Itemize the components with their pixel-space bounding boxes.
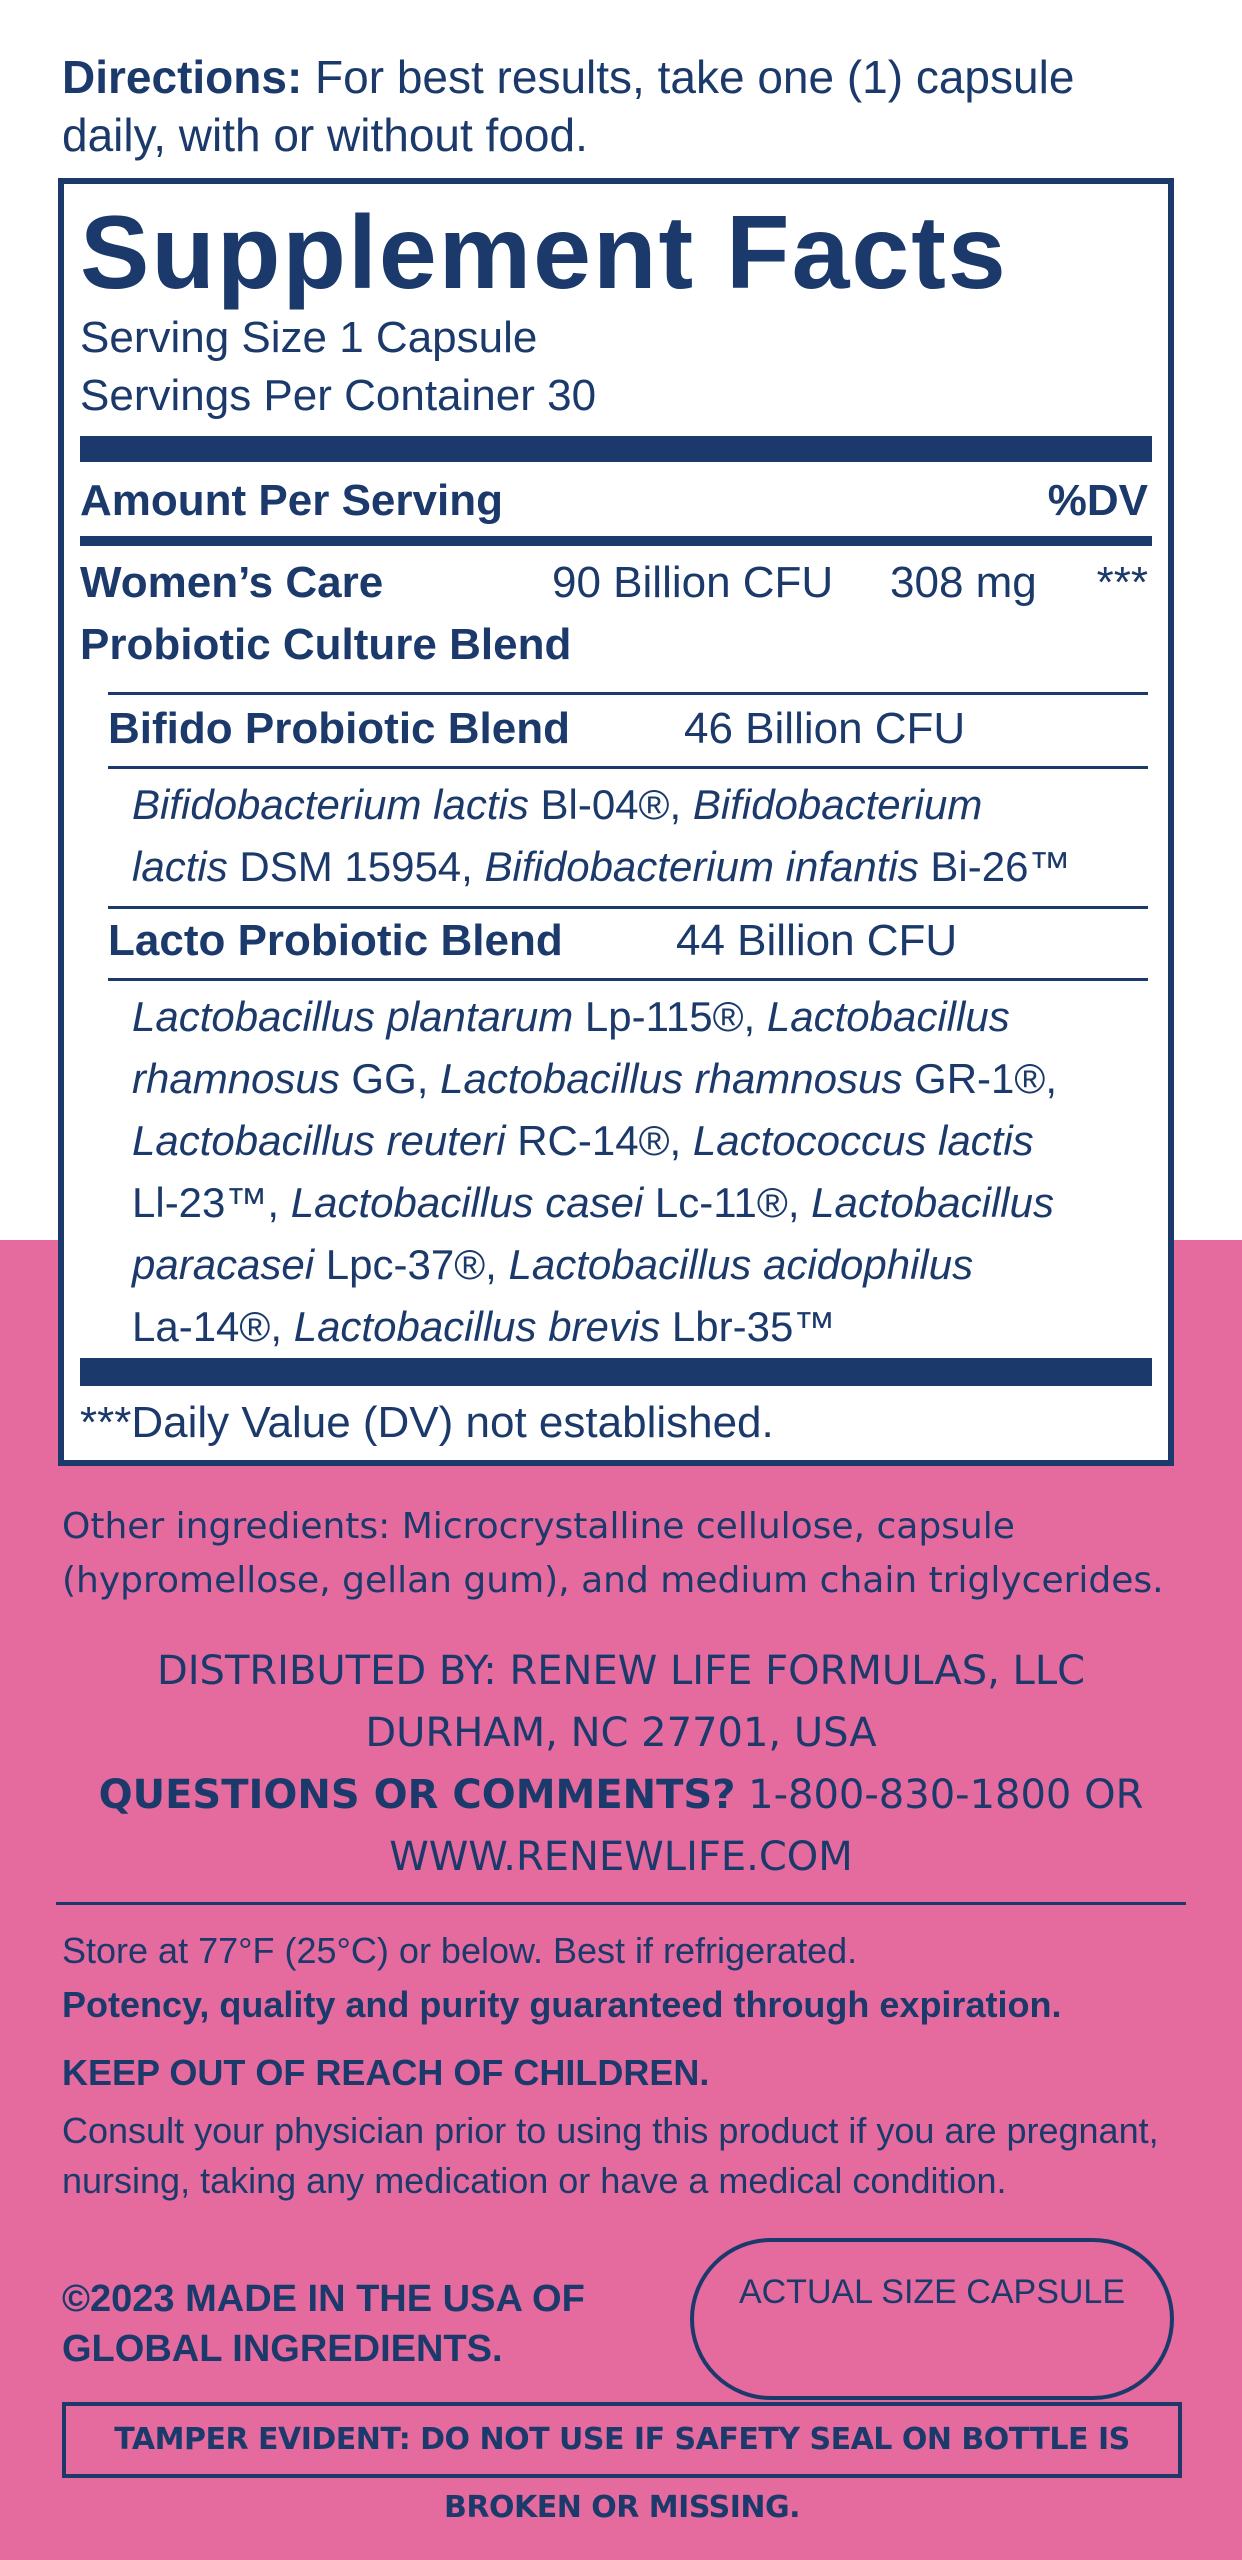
strain-text: Bifidobacterium infantis xyxy=(484,843,919,890)
strain-text: Lc-11®, xyxy=(643,1179,812,1226)
thick-bar-bottom xyxy=(80,1358,1152,1386)
strain-text: Bifidobacterium lactis xyxy=(132,781,529,828)
storage-note: Store at 77°F (25°C) or below. Best if refrigerated. xyxy=(62,1930,858,1971)
strain-text: Bl-04®, xyxy=(528,781,693,828)
made-in-usa: ©2023 MADE IN THE USA OF GLOBAL INGREDIENTS. xyxy=(62,2278,585,2370)
questions-line xyxy=(0,1764,1242,1826)
divider-line xyxy=(108,692,1148,695)
blend-name-line2: Probiotic Culture Blend xyxy=(80,620,572,669)
strain-line xyxy=(132,1048,1057,1110)
strain-text: Lactobacillus brevis xyxy=(293,1303,661,1350)
lacto-blend-name: Lacto Probiotic Blend xyxy=(108,916,563,965)
blend-dv: *** xyxy=(1096,558,1148,607)
medium-bar xyxy=(80,536,1152,546)
directions-text: For best results, take one (1) capsule daily, with or without food. xyxy=(62,51,1075,161)
capsule-label: ACTUAL SIZE CAPSULE xyxy=(738,2273,1126,2311)
section-divider xyxy=(56,1902,1186,1905)
phone-number[interactable]: 1-800-830-1800 OR xyxy=(735,1772,1144,1818)
divider-line xyxy=(108,766,1148,769)
serving-size: Serving Size 1 Capsule xyxy=(80,313,538,362)
dv-footnote: ***Daily Value (DV) not established. xyxy=(80,1398,774,1447)
strain-text: GG, xyxy=(339,1055,441,1102)
strain-text: Lactobacillus xyxy=(811,1179,1054,1226)
strain-text: Ll-23™, xyxy=(132,1179,291,1226)
strain-line xyxy=(132,1234,973,1296)
servings-per-container: Servings Per Container 30 xyxy=(80,371,597,420)
strain-line xyxy=(132,1110,1034,1172)
divider-line xyxy=(108,906,1148,909)
directions xyxy=(62,48,1182,164)
website-link[interactable]: WWW.RENEWLIFE.COM xyxy=(389,1834,853,1880)
bifido-blend-cfu: 46 Billion CFU xyxy=(684,704,966,753)
strain-text: Lbr-35™ xyxy=(660,1303,836,1350)
strain-text: Lpc-37®, xyxy=(314,1241,509,1288)
actual-size-capsule xyxy=(690,2238,1174,2400)
strain-line xyxy=(132,774,982,836)
strain-text: Lactobacillus casei xyxy=(290,1179,644,1226)
strain-text: rhamnosus xyxy=(132,1055,340,1102)
thick-bar xyxy=(80,436,1152,462)
strain-text: GR-1®, xyxy=(902,1055,1058,1102)
strain-text: Bifidobacterium xyxy=(692,781,983,828)
consult-warning: Consult your physician prior to using this product if you are pregnant, nursing, taking any medication or have a medical condition. xyxy=(62,2110,1159,2201)
strain-text: Lactobacillus acidophilus xyxy=(508,1241,974,1288)
strain-text: DSM 15954, xyxy=(227,843,485,890)
strain-text: Bi-26™ xyxy=(918,843,1071,890)
strain-line xyxy=(132,986,1010,1048)
divider-line xyxy=(108,978,1148,981)
strain-text: Lactobacillus rhamnosus xyxy=(440,1055,903,1102)
distributor-line: DISTRIBUTED BY: RENEW LIFE FORMULAS, LLC xyxy=(156,1648,1086,1694)
lacto-blend-cfu: 44 Billion CFU xyxy=(676,916,958,965)
directions-label: Directions: xyxy=(62,51,303,103)
blend-cfu: 90 Billion CFU xyxy=(552,558,834,607)
bifido-blend-name: Bifido Probiotic Blend xyxy=(108,704,570,753)
questions-label: QUESTIONS OR COMMENTS? xyxy=(98,1772,736,1818)
tamper-evident-notice: TAMPER EVIDENT: DO NOT USE IF SAFETY SEAL ON BOTTLE IS BROKEN OR MISSING. xyxy=(62,2402,1182,2478)
other-ingredients: Other ingredients: Microcrystalline cellulose, capsule (hypromellose, gellan gum), and medium chain triglycerides. xyxy=(62,1506,1164,1601)
strain-text: paracasei xyxy=(132,1241,315,1288)
strain-text: Lactobacillus xyxy=(766,993,1010,1040)
strain-text: lactis xyxy=(132,843,228,890)
blend-mg: 308 mg xyxy=(890,558,1037,607)
strain-line xyxy=(132,836,1070,898)
supplement-facts-panel xyxy=(58,178,1174,1466)
strain-text: Lp-115®, xyxy=(573,993,767,1040)
amount-per-serving-header: Amount Per Serving xyxy=(80,476,503,525)
facts-title: Supplement Facts xyxy=(80,195,1008,311)
potency-note: Potency, quality and purity guaranteed through expiration. xyxy=(62,1984,1062,2025)
dv-header: %DV xyxy=(1047,476,1148,525)
strain-text: Lactobacillus plantarum xyxy=(132,993,574,1040)
strain-text: Lactococcus lactis xyxy=(692,1117,1034,1164)
strain-text: RC-14®, xyxy=(505,1117,693,1164)
keep-out-warning: KEEP OUT OF REACH OF CHILDREN. xyxy=(62,2052,710,2093)
strain-text: La-14®, xyxy=(132,1303,294,1350)
strain-text: Lactobacillus reuteri xyxy=(132,1117,506,1164)
blend-name-line1: Women’s Care xyxy=(80,558,384,607)
strain-line xyxy=(132,1296,835,1358)
strain-line xyxy=(132,1172,1054,1234)
distributor-address: DURHAM, NC 27701, USA xyxy=(365,1710,877,1756)
